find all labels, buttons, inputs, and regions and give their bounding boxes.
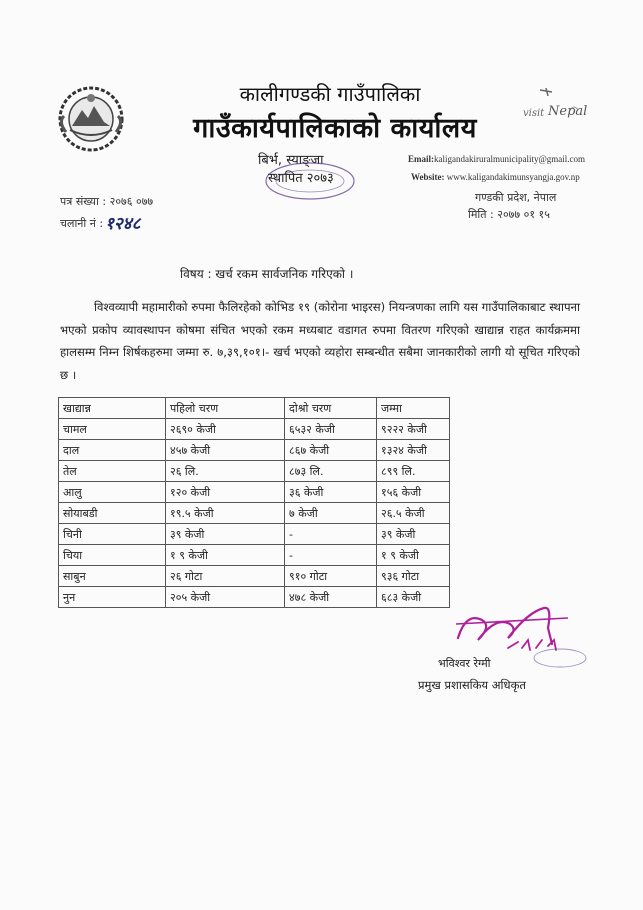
visit-nepal-brand: Nepal bbox=[548, 104, 588, 119]
table-cell: २६ गोटा bbox=[166, 566, 285, 587]
municipality-name: कालीगण्डकी गाउँपालिका bbox=[239, 82, 421, 106]
table-row bbox=[59, 566, 450, 587]
table-header-first-phase: पहिलो चरण bbox=[166, 398, 285, 419]
table-cell: ६८३ केजी bbox=[377, 587, 450, 608]
table-cell: आलु bbox=[59, 482, 166, 503]
website-value: www.kaligandakimunsyangja.gov.np bbox=[446, 172, 580, 182]
table-cell: ९२२२ केजी bbox=[377, 419, 450, 440]
table-cell: १ ९ केजी bbox=[166, 545, 285, 566]
office-name: गाउँकार्यपालिकाको कार्यालय bbox=[193, 113, 477, 144]
table-cell: ३६ केजी bbox=[285, 482, 377, 503]
established-line: स्थापित २०७३ bbox=[268, 171, 334, 186]
table-header-row bbox=[59, 398, 450, 419]
table-cell: - bbox=[285, 524, 377, 545]
notice-body-text: विश्वव्यापी महामारीको रुपमा फैलिरहेको कोभिड १९ (कोरोना भाइरस) नियन्त्रणका लागि यस गाउँपालिकाबाट स्थापना भएको प्रकोप व्यावस्थापन कोषमा संचित भएको रकम मध्यबाट वडागत रुपमा वितरण गरिएको खाद्यान्न राहत कार्यक्रममा हालसम्म निम्न शिर्षकहरुमा जम्मा रु. ७,३९,१०१।- खर्च भएको व्यहोरा सम्बन्धीत सबैमा जानकारीको लागी यो सूचित गरिएको छ । bbox=[60, 300, 580, 382]
letter-number: पत्र संख्या : २०७६ ०७७ bbox=[60, 195, 154, 208]
table-cell: दाल bbox=[59, 440, 166, 461]
table-cell: चिनी bbox=[59, 524, 166, 545]
table-cell: ८६७ केजी bbox=[285, 440, 377, 461]
table-cell: २६९० केजी bbox=[166, 419, 285, 440]
email-line bbox=[408, 154, 585, 164]
table-header-total: जम्मा bbox=[377, 398, 450, 419]
website-line bbox=[411, 172, 580, 182]
table-cell: १३२४ केजी bbox=[377, 440, 450, 461]
table-cell: ८९९ लि. bbox=[377, 461, 450, 482]
email-label: Email: bbox=[408, 154, 434, 164]
table-cell: ७ केजी bbox=[285, 503, 377, 524]
table-header-item: खाद्यान्न bbox=[59, 398, 166, 419]
table-header-second-phase: दोश्रो चरण bbox=[285, 398, 377, 419]
table-cell: तेल bbox=[59, 461, 166, 482]
table-row bbox=[59, 482, 450, 503]
table-cell: चिया bbox=[59, 545, 166, 566]
table-cell: नुन bbox=[59, 587, 166, 608]
table-cell: २६.५ केजी bbox=[377, 503, 450, 524]
table-cell: ६५३२ केजी bbox=[285, 419, 377, 440]
table-cell: ३९ केजी bbox=[377, 524, 450, 545]
district-line: बिर्भ, स्याङ्जा bbox=[258, 153, 324, 168]
table-row bbox=[59, 461, 450, 482]
table-cell: ४५७ केजी bbox=[166, 440, 285, 461]
table-row bbox=[59, 419, 450, 440]
table-cell: २६ लि. bbox=[166, 461, 285, 482]
table-row bbox=[59, 587, 450, 608]
table-cell: २०५ केजी bbox=[166, 587, 285, 608]
table-cell: ८७३ लि. bbox=[285, 461, 377, 482]
table-cell: ३९ केजी bbox=[166, 524, 285, 545]
dispatch-number: १२४८ bbox=[105, 214, 141, 234]
subject-line: विषय : खर्च रकम सार्वजनिक गरिएको । bbox=[180, 267, 354, 281]
province-line: गण्डकी प्रदेश, नेपाल bbox=[475, 191, 557, 204]
table-cell: साबुन bbox=[59, 566, 166, 587]
website-label: Website: bbox=[411, 172, 445, 182]
dispatch-line bbox=[60, 211, 140, 234]
signer-title: प्रमुख प्रशासकिय अधिकृत bbox=[418, 678, 526, 692]
table-row bbox=[59, 440, 450, 461]
table-cell: १२० केजी bbox=[166, 482, 285, 503]
notice-body bbox=[60, 296, 580, 386]
table-cell: ४७८ केजी bbox=[285, 587, 377, 608]
table-cell: १५६ केजी bbox=[377, 482, 450, 503]
visit-nepal-text: visit bbox=[523, 108, 545, 119]
table-cell: - bbox=[285, 545, 377, 566]
table-cell: ९३६ गोटा bbox=[377, 566, 450, 587]
table-cell: चामल bbox=[59, 419, 166, 440]
table-row bbox=[59, 503, 450, 524]
table-cell: १९.५ केजी bbox=[166, 503, 285, 524]
email-value: kaligandakiruralmunicipality@gmail.com bbox=[434, 154, 585, 164]
signer-name: भविश्वर रेग्मी bbox=[438, 657, 491, 670]
dispatch-label: चलानी नं : bbox=[60, 217, 104, 230]
ration-distribution-table bbox=[58, 397, 450, 608]
table-row bbox=[59, 545, 450, 566]
table-row bbox=[59, 524, 450, 545]
table-cell: ९१० गोटा bbox=[285, 566, 377, 587]
office-stamp bbox=[262, 160, 358, 202]
table-cell: १ ९ केजी bbox=[377, 545, 450, 566]
table-cell: सोयाबडी bbox=[59, 503, 166, 524]
municipality-emblem-icon bbox=[56, 86, 126, 152]
date-line: मिति : २०७७ ०१ १५ bbox=[468, 208, 550, 221]
